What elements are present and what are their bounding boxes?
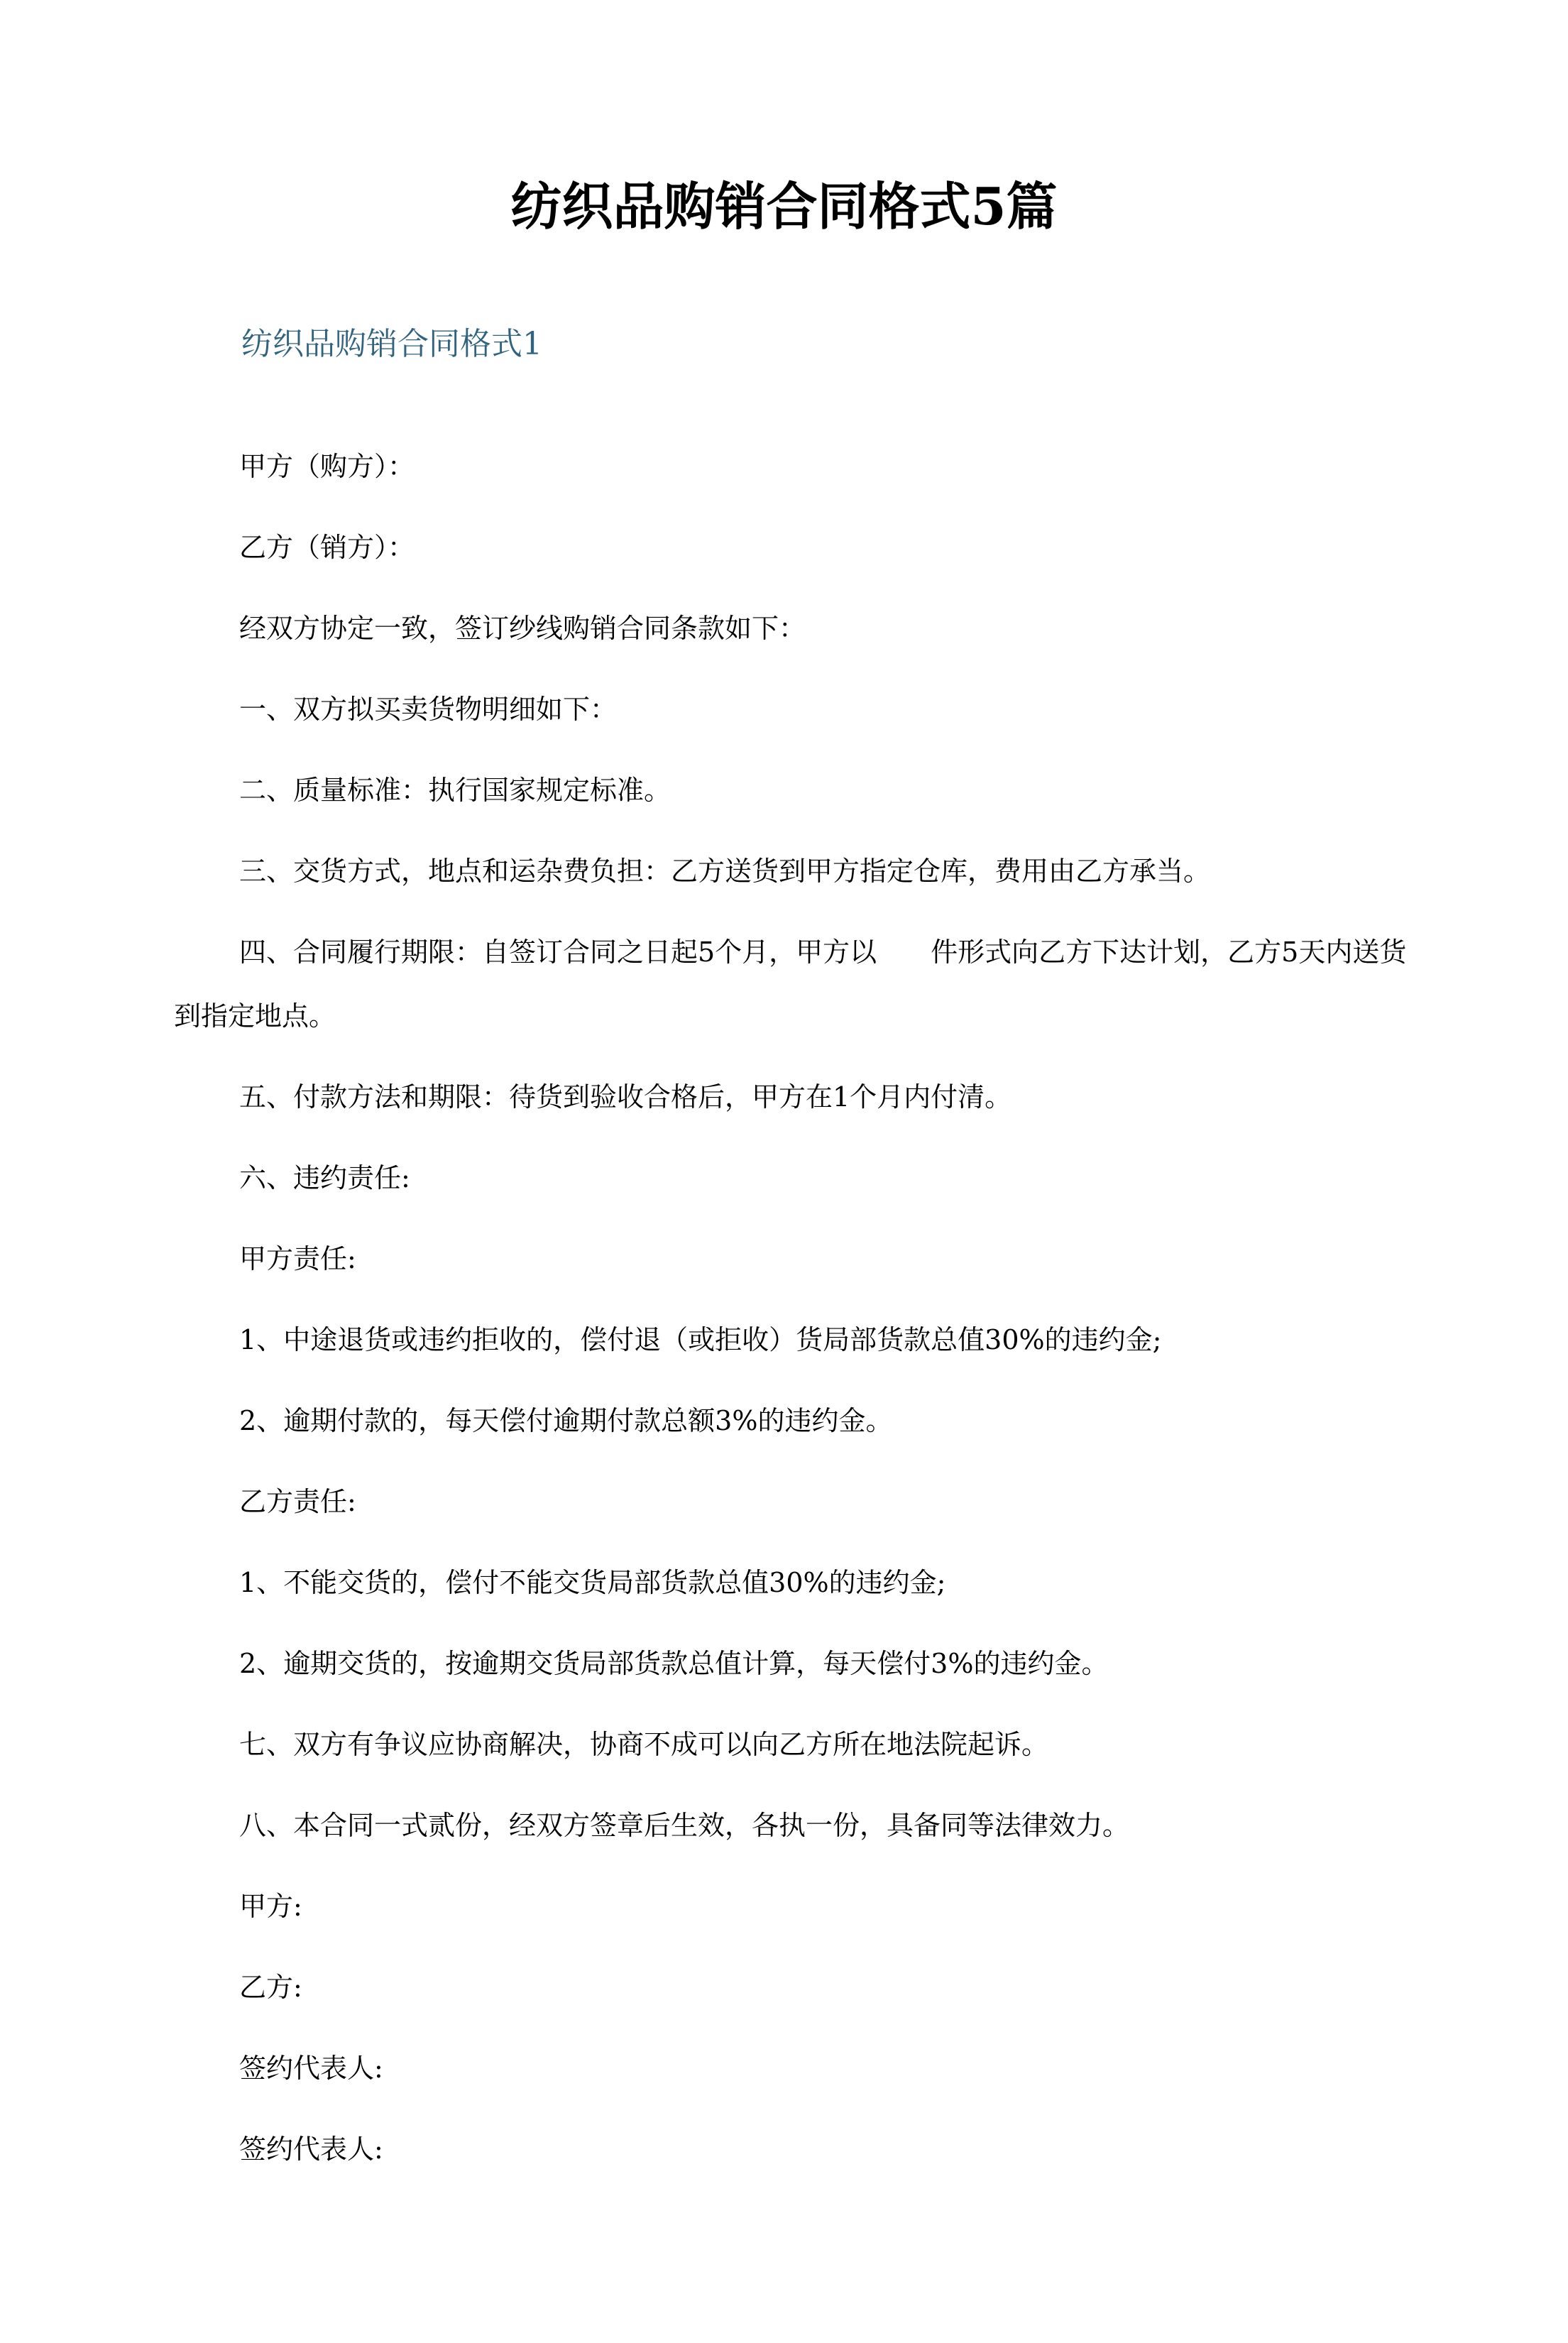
contract-paragraph: 八、本合同一式贰份，经双方签章后生效，各执一份，具备同等法律效力。 — [239, 1810, 1130, 1841]
contract-paragraph: 一、双方拟买卖货物明细如下： — [239, 694, 618, 725]
section-subtitle: 纺织品购销合同格式1 — [241, 326, 542, 362]
contract-paragraph: 甲方责任: — [239, 1243, 356, 1274]
contract-body — [0, 435, 1568, 2181]
contract-paragraph: 二、质量标准：执行国家规定标准。 — [239, 775, 671, 806]
contract-paragraph: 乙方（销方）： — [239, 532, 415, 563]
signature-line: 签约代表人: — [239, 2053, 383, 2084]
contract-paragraph: 到指定地点。 — [174, 1000, 336, 1032]
contract-paragraph: 三、交货方式，地点和运杂费负担：乙方送货到甲方指定仓库，费用由乙方承当。 — [239, 856, 1211, 887]
contract-paragraph: 1、不能交货的，偿付不能交货局部货款总值30%的违约金; — [239, 1567, 946, 1598]
page-title: 纺织品购销合同格式5篇 — [510, 176, 1058, 236]
contract-paragraph: 七、双方有争议应协商解决，协商不成可以向乙方所在地法院起诉。 — [239, 1729, 1049, 1760]
contract-paragraph: 四、合同履行期限：自签订合同之日起5个月，甲方以 件形式向乙方下达计划，乙方5天内送货 — [239, 936, 1407, 968]
signature-line: 乙方: — [239, 1972, 302, 2003]
signature-line: 签约代表人: — [239, 2134, 383, 2165]
contract-paragraph: 六、违约责任: — [239, 1162, 410, 1194]
contract-paragraph: 乙方责任: — [239, 1486, 356, 1517]
signature-line: 甲方: — [239, 1891, 302, 1922]
contract-paragraph: 1、中途退货或违约拒收的，偿付退（或拒收）货局部货款总值30%的违约金; — [239, 1324, 1162, 1355]
contract-paragraph: 经双方协定一致，签订纱线购销合同条款如下： — [239, 613, 806, 644]
contract-paragraph: 甲方（购方）： — [239, 451, 415, 482]
contract-paragraph: 2、逾期交货的，按逾期交货局部货款总值计算，每天偿付3%的违约金。 — [239, 1648, 1109, 1679]
contract-paragraph: 2、逾期付款的，每天偿付逾期付款总额3%的违约金。 — [239, 1405, 893, 1436]
contract-paragraph: 五、付款方法和期限：待货到验收合格后，甲方在1个月内付清。 — [239, 1081, 1012, 1113]
